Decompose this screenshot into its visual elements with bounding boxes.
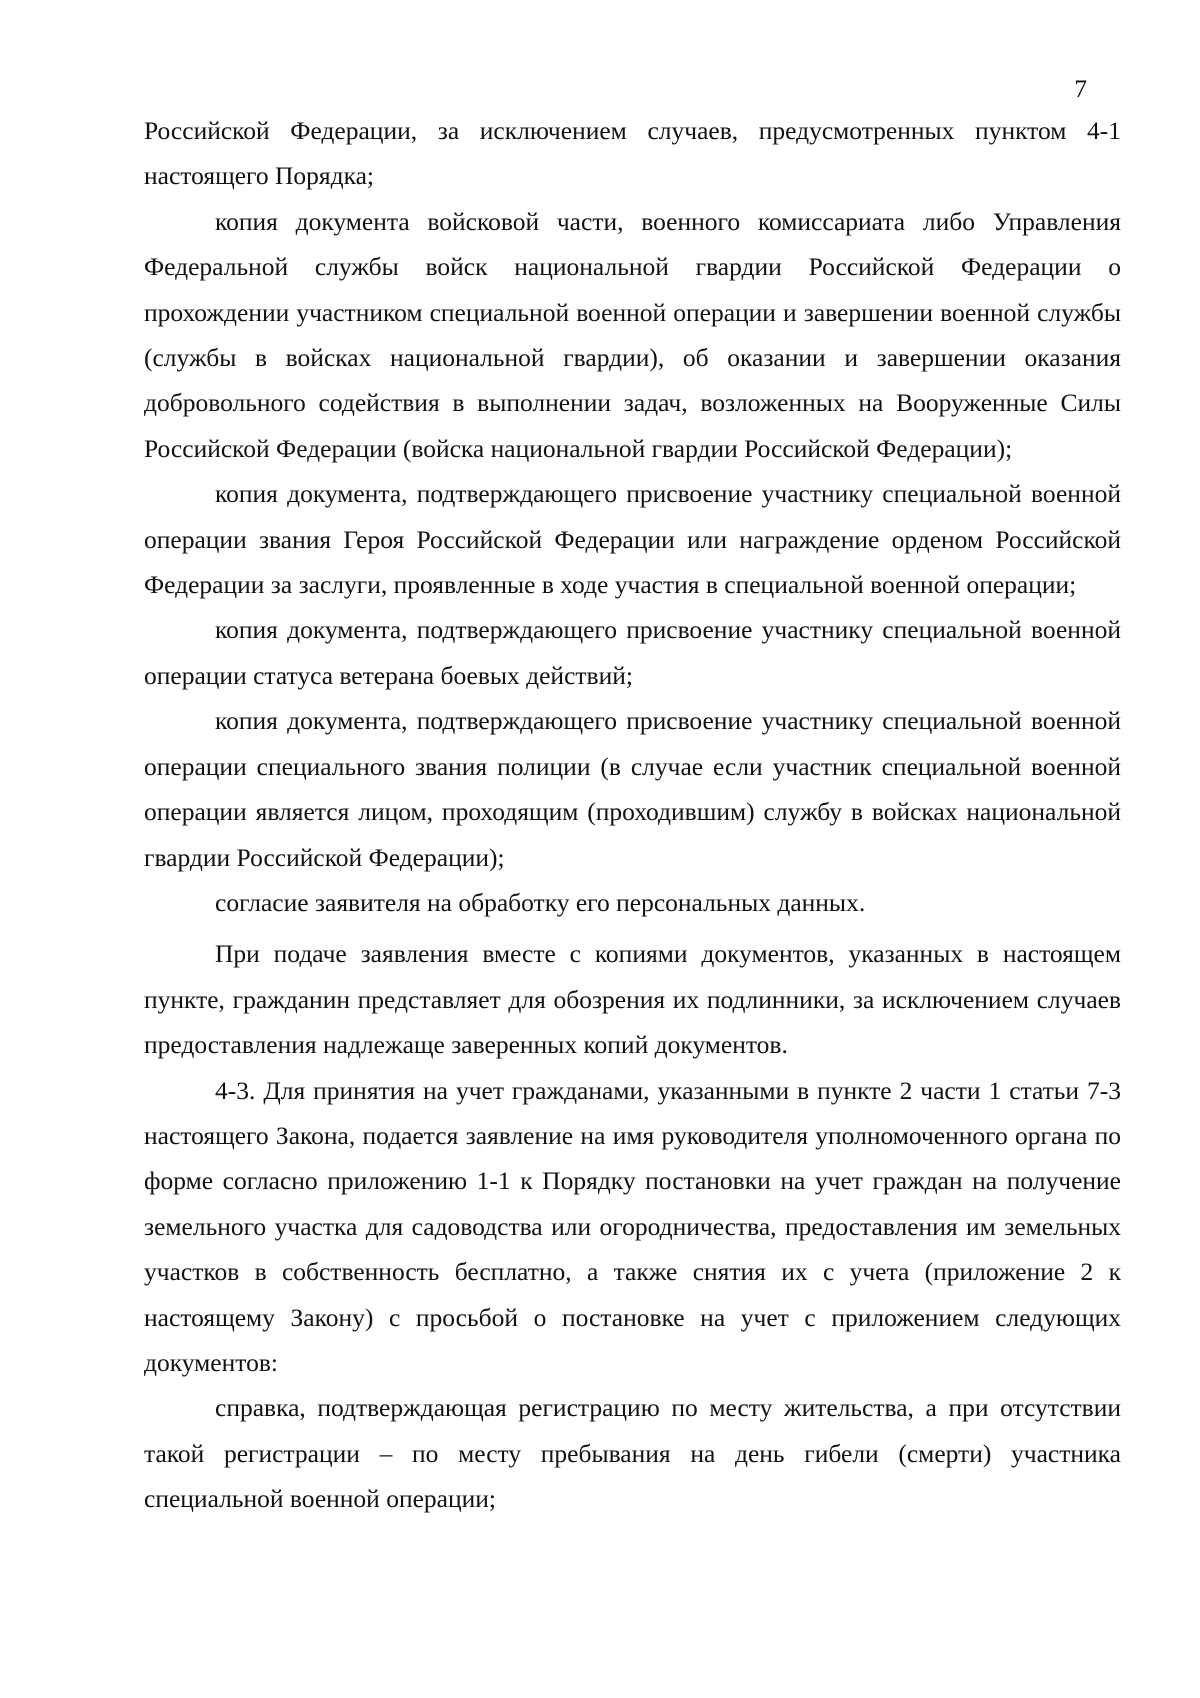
paragraph-police-rank-document: копия документа, подтверждающего присвоение участнику специальной военной операции специального звания полиции (в случае если участник специальной военной операции является лицом, проходящим (проходившим) службу в войсках национальной гвардии Российской Федерации); <box>144 706 1121 872</box>
document-body <box>144 108 1121 1522</box>
paragraph-registration-certificate: справка, подтверждающая регистрацию по месту жительства, а при отсутствии такой регистрации – по месту пребывания на день гибели (смерти) участника специальной военной операции; <box>144 1393 1121 1514</box>
paragraph-military-unit-document: копия документа войсковой части, военного комиссариата либо Управления Федеральной службы войск национальной гвардии Российской Федерации о прохождении участником специальной военной операции и завершении военной службы (службы в войсках национальной гвардии), об оказании и завершении оказания добровольного содействия в выполнении задач, возложенных на Вооруженные Силы Российской Федерации (войска национальной гвардии Российской Федерации); <box>144 206 1121 463</box>
paragraph-personal-data-consent: согласие заявителя на обработку его персональных данных. <box>215 887 866 917</box>
paragraph-continuation: Российской Федерации, за исключением случаев, предусмотренных пунктом 4-1 настоящего Порядка; <box>144 116 1121 191</box>
paragraph-hero-title-document: копия документа, подтверждающего присвоение участнику специальной военной операции звания Героя Российской Федерации или награждение орденом Российской Федерации за заслуги, проявленные в ходе участия в специальной военной операции; <box>144 479 1121 600</box>
paragraph-clause-4-3: 4-3. Для принятия на учет гражданами, указанными в пункте 2 части 1 статьи 7-3 настоящего Закона, подается заявление на имя руководителя уполномоченного органа по форме согласно приложению 1-1 к Порядку постановки на учет граждан на получение земельного участка для садоводства или огородничества, предоставления им земельных участков в собственность бесплатно, а также снятия их с учета (приложение 2 к настоящему Закону) с просьбой о постановке на учет с приложением следующих документов: <box>144 1075 1121 1377</box>
paragraph-veteran-status-document: копия документа, подтверждающего присвоение участнику специальной военной операции статуса ветерана боевых действий; <box>144 615 1121 690</box>
paragraph-originals-presentation: При подаче заявления вместе с копиями документов, указанных в настоящем пункте, гражданин представляет для обозрения их подлинники, за исключением случаев предоставления надлежаще заверенных копий документов. <box>144 939 1121 1060</box>
page-number: 7 <box>1074 74 1087 103</box>
